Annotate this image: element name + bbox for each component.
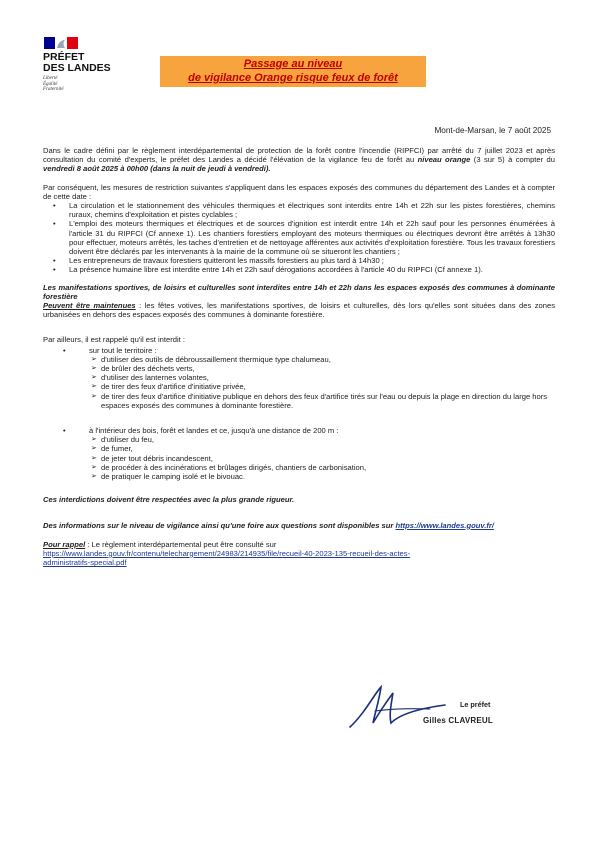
motto-egalite: Égalité bbox=[43, 81, 58, 87]
group-2-item: ➢ de fumer, bbox=[101, 444, 555, 453]
title-line-1: Passage au niveau bbox=[243, 58, 343, 70]
group-2-item: ➢ de pratiquer le camping isolé et le bivouac. bbox=[101, 472, 555, 481]
group-1-item: ➢ d'utiliser des outils de débroussaillement thermique type chalumeau, bbox=[101, 355, 555, 364]
restriction-item: • L'emploi des moteurs thermiques et électriques et de sources d'ignition est interdit entre 14h et 22h sauf pour les personnes énumérées à l'article 31 du RIPFCI (Cf annexe 1). Les chantiers forestiers employant des moteurs thermiques ou électriques devront être arrêtés à 13h30 pour effectuer, moteurs arrêtés, les taches d'entretien et de nettoyage afférentes aux activités d'exploitation forestière. Tous les travaux forestiers doivent être déclarés par les intervenants à la mairie de la commune où se situeront les chantiers ; bbox=[69, 219, 555, 256]
motto-liberte: Liberté bbox=[43, 76, 58, 81]
rappel-paragraph bbox=[43, 540, 555, 549]
group-1-item: ➢ de tirer des feux d'artifice d'initiative privée, bbox=[101, 382, 555, 391]
manifestations-heading: Les manifestations sportives, de loisirs et culturelles sont interdites entre 14h et 22h dans les espaces exposés des communes à dominante forestière bbox=[43, 282, 555, 301]
manifestations-rest: : les fêtes votives, les manifestations sportives, de loisirs et culturelles, dès lors qu'elles sont situées dans des zones urbanisées en dehors des espaces exposés des communes à dominante forestière. bbox=[43, 301, 556, 320]
info-paragraph bbox=[43, 521, 555, 530]
group-1-item: ➢ d'utiliser des lanternes volantes, bbox=[101, 373, 555, 382]
marianne-flag-icon bbox=[44, 37, 78, 49]
motto-fraternite: Fraternité bbox=[43, 87, 64, 93]
dateline: Mont-de-Marsan, le 7 août 2025 bbox=[434, 126, 551, 135]
title-banner bbox=[160, 56, 426, 87]
intro-level: niveau orange bbox=[417, 155, 471, 165]
group-2-item: ➢ de jeter tout débris incandescent, bbox=[101, 454, 555, 463]
prefecture-logo bbox=[43, 37, 143, 93]
interdictions-intro: Par ailleurs, il est rappelé qu'il est interdit : bbox=[43, 335, 186, 345]
title-line-2: de vigilance Orange risque feux de forêt bbox=[188, 72, 398, 84]
prefet-name-line1: PRÉFET bbox=[43, 51, 85, 63]
document-body bbox=[43, 146, 555, 567]
signature-name: Gilles CLAVREUL bbox=[423, 716, 493, 725]
restriction-item: • La circulation et le stationnement des véhicules thermiques et électriques sont interdits entre 14h et 22h sur les pistes forestières, chemins ruraux, chemins d'exploitation et pistes cyclables ; bbox=[69, 201, 555, 219]
restriction-item: • Les entrepreneurs de travaux forestiers quitteront les massifs forestiers au plus tard à 14h30 ; bbox=[69, 256, 555, 265]
recueil-link[interactable]: https://www.landes.gouv.fr/contenu/telechargement/24983/214935/file/recueil-40-2023-135-recueil-des-actes- bbox=[43, 548, 411, 558]
interdictions-conclusion: Ces interdictions doivent être respectées avec la plus grande rigueur. bbox=[43, 495, 295, 505]
prefet-name-line2: DES LANDES bbox=[43, 61, 111, 74]
group-1-list bbox=[43, 355, 555, 410]
landes-website-link[interactable]: https://www.landes.gouv.fr/ bbox=[395, 520, 494, 530]
rappel-link-line-1 bbox=[43, 549, 555, 558]
group-2-item: ➢ de procéder à des incinérations et brûlages dirigés, chantiers de carbonisation, bbox=[101, 463, 555, 472]
rappel-link-line-2 bbox=[43, 558, 555, 567]
rappel-text: : Le règlement interdépartemental peut être consulté sur bbox=[85, 539, 277, 549]
info-text: Des informations sur le niveau de vigilance ainsi qu'une foire aux questions sont disponibles sur bbox=[43, 520, 396, 530]
group-1-item: ➢ de tirer des feux d'artifice d'initiative publique en dehors des feux d'artifice tirés sur l'eau ou depuis la plage en direction du large hors espaces exposés des communes à dominante forestière. bbox=[101, 392, 555, 410]
manifestations-lead: Peuvent être maintenues bbox=[43, 301, 136, 311]
group-1-label: • sur tout le territoire : bbox=[89, 346, 555, 355]
intro-text-2: (3 sur 5) à compter du bbox=[470, 155, 556, 165]
restriction-item: • La présence humaine libre est interdite entre 14h et 22h sauf dérogations accordées à l'article 40 du RIPFCI (Cf annexe 1). bbox=[69, 265, 555, 274]
interdictions-group-1 bbox=[43, 346, 555, 355]
republic-motto bbox=[43, 76, 143, 93]
group-2-list bbox=[43, 435, 555, 481]
interdictions-group-2 bbox=[43, 426, 555, 435]
recueil-link-continued[interactable]: administratifs-special.pdf bbox=[43, 558, 127, 568]
manifestations-paragraph bbox=[43, 301, 555, 319]
intro-text: Dans le cadre défini par le règlement interdépartemental de protection de la forêt contre l'incendie (RIPFCI) par arrêté du 7 juillet 2023 et après consultation du comité d'experts, le préfet des Landes a décidé l'élévation de la vigilance feu de forêt au bbox=[43, 146, 555, 165]
group-2-item: ➢ d'utiliser du feu, bbox=[101, 435, 555, 444]
signature-title: Le préfet bbox=[460, 700, 491, 709]
group-2-label: • à l'intérieur des bois, forêt et landes et ce, jusqu'à une distance de 200 m : bbox=[89, 426, 555, 435]
intro-paragraph bbox=[43, 146, 555, 174]
intro-date: vendredi 8 août 2025 à 00h00 (dans la nuit de jeudi à vendredi). bbox=[43, 164, 271, 174]
restrictions-list bbox=[43, 201, 555, 275]
restrictions-intro: Par conséquent, les mesures de restriction suivantes s'appliquent dans les espaces exposés des communes du département des Landes et à compter de cette date : bbox=[43, 182, 555, 201]
group-1-item: ➢ de brûler des déchets verts, bbox=[101, 364, 555, 373]
handwritten-signature bbox=[345, 683, 455, 733]
rappel-label: Pour rappel bbox=[43, 539, 86, 549]
